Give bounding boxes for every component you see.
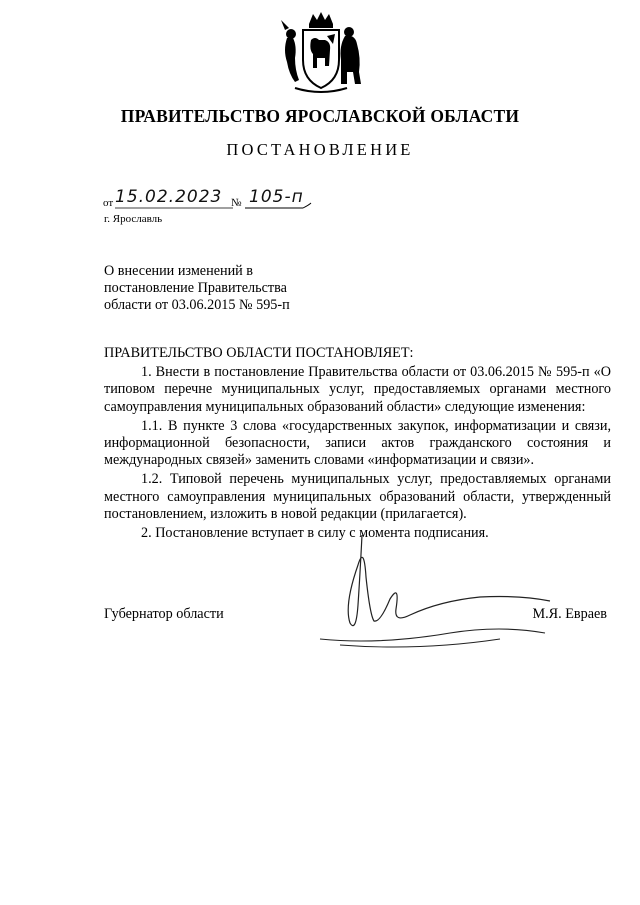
subject-line: постановление Правительства [104,280,287,296]
handwritten-number: 105-п [249,187,304,207]
subject-line: области от 03.06.2015 № 595-п [104,297,290,313]
subject-line: О внесении изменений в [104,263,254,279]
coat-of-arms-bear-icon [275,10,367,96]
clause-1-1: 1.1. В пункте 3 слова «государственных закупок, информатизации и связи, информационной безопасности, записи актов гражданского состояния и международных связей» заменить словами «информатизации и связи». [104,417,611,469]
number-label: № [231,197,242,209]
org-title: ПРАВИТЕЛЬСТВО ЯРОСЛАВСКОЙ ОБЛАСТИ [120,106,520,126]
city-label: г. Ярославль [104,213,163,225]
signatory-position: Губернатор области [104,606,224,622]
registration-line [103,187,363,213]
clause-1: 1. Внести в постановление Правительства области от 03.06.2015 № 595-п «О типовом перечне муниципальных услуг, предоставляемых органами местного самоуправления муниципальных образований области» следующие изменения: [104,364,611,415]
date-underline [115,205,235,211]
handwritten-date: 15.02.2023 [115,187,223,207]
clause-1-2: 1.2. Типовой перечень муниципальных услуг, предоставляемых органами местного самоуправления муниципальных образований области, утвержденный постановлением, изложить в новой редакции (прилагается). [104,471,611,522]
number-underline [243,201,313,211]
signatory-name: М.Я. Евраев [532,606,607,622]
document-type: ПОСТАНОВЛЕНИЕ [226,140,414,159]
handwritten-signature-icon [300,505,560,655]
resolution-lead: ПРАВИТЕЛЬСТВО ОБЛАСТИ ПОСТАНОВЛЯЕТ: [104,345,414,361]
clause-2: 2. Постановление вступает в силу с момента подписания. [141,525,489,542]
date-from-label: от [103,197,114,209]
document-subject [104,263,290,314]
